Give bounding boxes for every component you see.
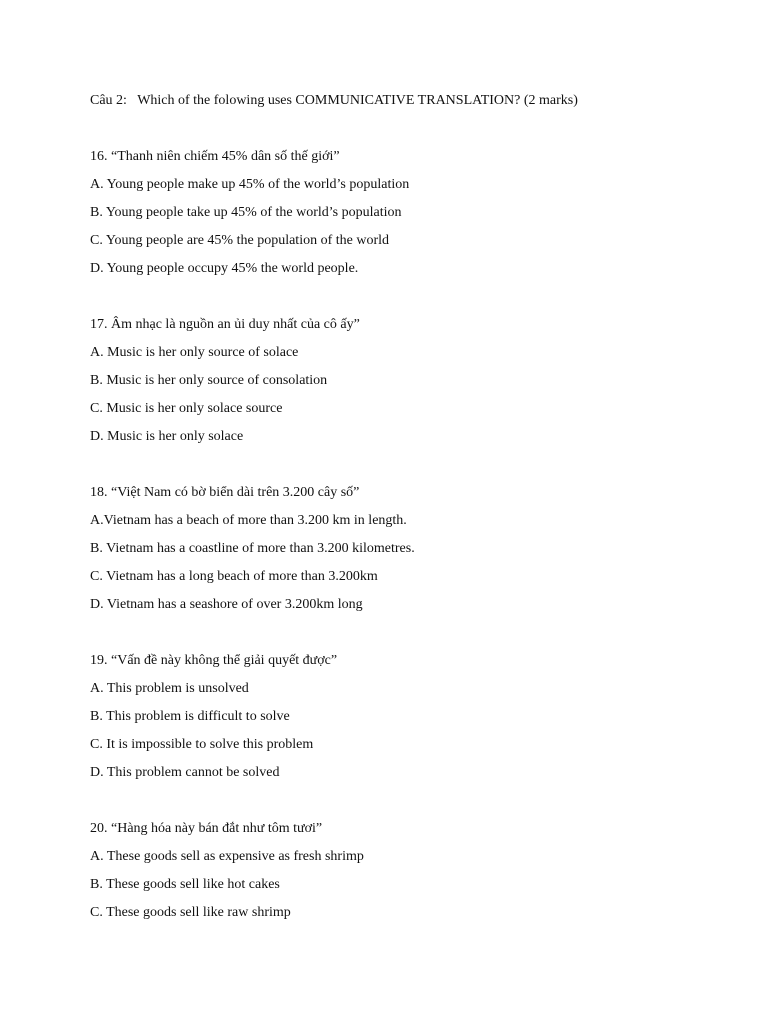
option-a: A. These goods sell as expensive as fresh shrimp <box>90 849 364 864</box>
option-b: B. This problem is difficult to solve <box>90 709 290 724</box>
question-text: 19. “Vấn đề này không thể giải quyết được” <box>90 653 338 668</box>
question-17 <box>90 315 730 447</box>
option-a: A.Vietnam has a beach of more than 3.200 km in length. <box>90 513 407 528</box>
option-a: A. Young people make up 45% of the world’s population <box>90 177 410 192</box>
question-text: 18. “Việt Nam có bờ biển dài trên 3.200 cây số” <box>90 485 360 500</box>
option-c: C. Music is her only solace source <box>90 401 283 416</box>
option-d: D. This problem cannot be solved <box>90 765 280 780</box>
option-b: B. Young people take up 45% of the world’s population <box>90 205 402 220</box>
option-a: A. Music is her only source of solace <box>90 345 299 360</box>
question-text: 17. Âm nhạc là nguồn an ủi duy nhất của cô ấy” <box>90 317 360 332</box>
option-c: C. These goods sell like raw shrimp <box>90 905 291 920</box>
question-20 <box>90 819 730 923</box>
question-19 <box>90 651 730 783</box>
option-b: B. Vietnam has a coastline of more than 3.200 kilometres. <box>90 541 415 556</box>
document-page <box>90 91 730 931</box>
question-text: 20. “Hàng hóa này bán đắt như tôm tươi” <box>90 821 323 836</box>
option-b: B. Music is her only source of consolation <box>90 373 328 388</box>
option-b: B. These goods sell like hot cakes <box>90 877 280 892</box>
option-d: D. Young people occupy 45% the world people. <box>90 261 359 276</box>
option-c: C. It is impossible to solve this problem <box>90 737 314 752</box>
option-a: A. This problem is unsolved <box>90 681 249 696</box>
question-16 <box>90 147 730 279</box>
option-d: D. Music is her only solace <box>90 429 244 444</box>
option-d: D. Vietnam has a seashore of over 3.200km long <box>90 597 363 612</box>
question-18 <box>90 483 730 615</box>
option-c: C. Vietnam has a long beach of more than 3.200km <box>90 569 378 584</box>
section-heading: Câu 2: Which of the folowing uses COMMUNICATIVE TRANSLATION? (2 marks) <box>90 93 578 108</box>
question-text: 16. “Thanh niên chiếm 45% dân số thế giới” <box>90 149 340 164</box>
option-c: C. Young people are 45% the population of the world <box>90 233 390 248</box>
